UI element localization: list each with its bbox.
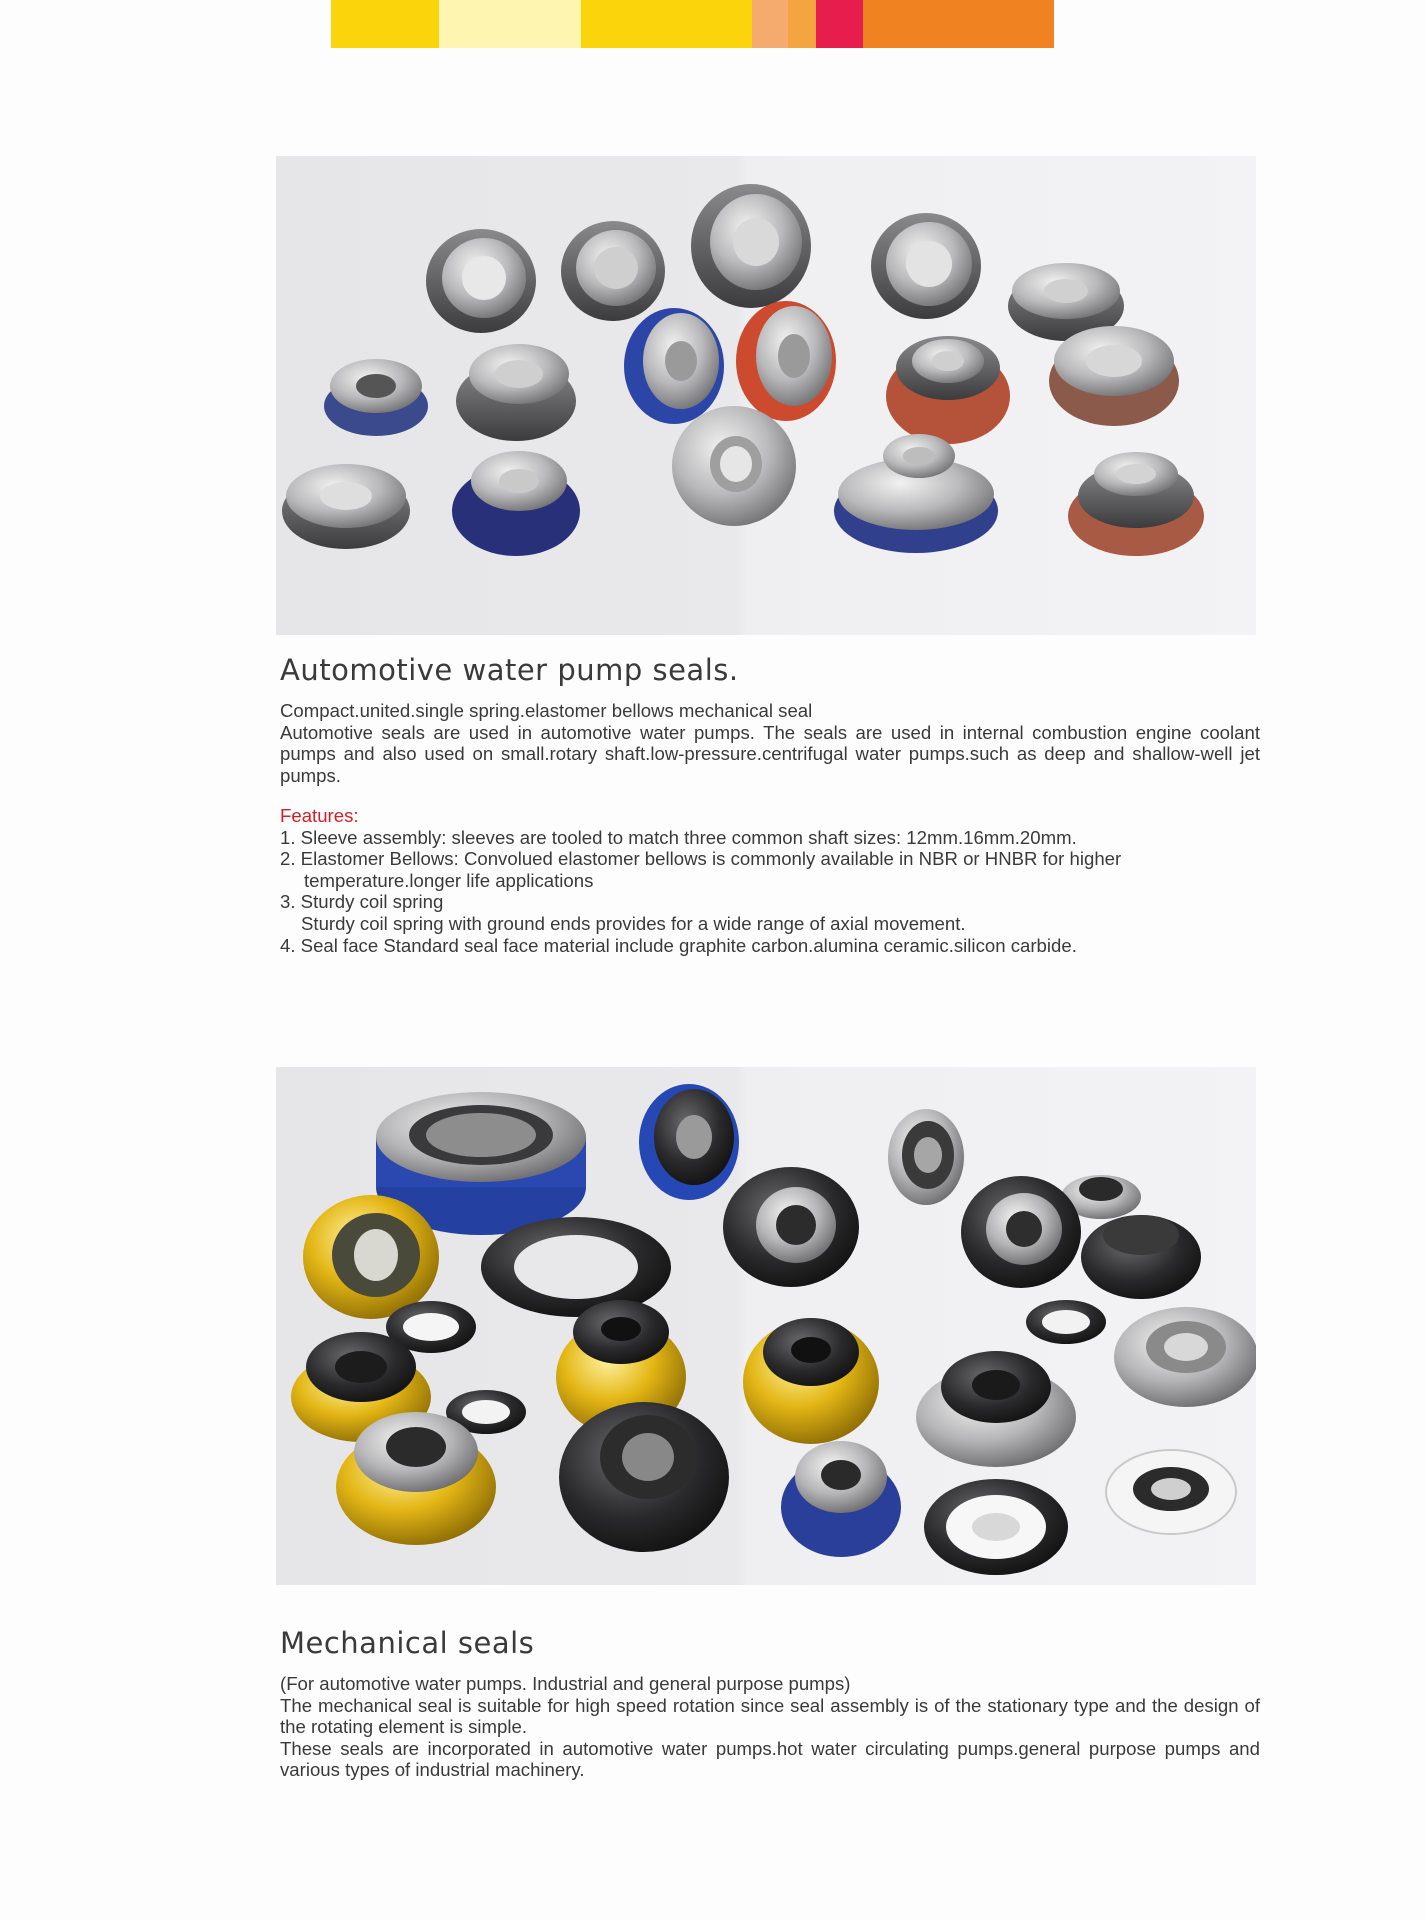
mechanical-seals-text [280, 1673, 1260, 1781]
seal [691, 184, 811, 308]
seal [924, 1479, 1068, 1575]
seal [1114, 1307, 1256, 1407]
seal [1049, 326, 1179, 426]
seal [1068, 452, 1204, 556]
seal [324, 359, 428, 436]
seal [723, 1167, 859, 1287]
band-segment [788, 0, 816, 48]
feature-item-continued: Sturdy coil spring with ground ends provides for a wide range of axial movement. [301, 912, 966, 934]
seal [672, 406, 796, 526]
feature-item: 1. Sleeve assembly: sleeves are tooled to match three common shaft sizes: 12mm.16mm.20mm. [280, 826, 1077, 848]
seal [916, 1351, 1076, 1467]
band-segment [581, 0, 752, 48]
seal [743, 1318, 879, 1444]
features-list [280, 805, 1260, 956]
feature-item: 4. Seal face Standard seal face material include graphite carbon.alumina ceramic.silicon carbide. [280, 934, 1077, 956]
seal [1106, 1450, 1236, 1534]
band-segment [439, 0, 581, 48]
seal [303, 1195, 439, 1319]
mechanical-seals-photo-art [276, 1067, 1256, 1585]
seal [282, 464, 410, 549]
seal [781, 1441, 901, 1557]
seal [1026, 1300, 1106, 1344]
seal [426, 229, 536, 333]
automotive-seals-photo [276, 156, 1256, 635]
band-segment [752, 0, 788, 48]
features-label: Features: [280, 805, 359, 826]
feature-item-continued: temperature.longer life applications [304, 869, 594, 891]
seal [736, 301, 836, 421]
paragraph: The mechanical seal is suitable for high speed rotation since seal assembly is of the stationary type and the design of the rotating element is simple. [280, 1694, 1260, 1738]
intro-paragraph: Automotive seals are used in automotive water pumps. The seals are used in internal combustion engine coolant pumps and also used on small.rotary shaft.low-pressure.centrifugal water pumps.such as deep and shallow-well jet pumps. [280, 721, 1260, 786]
band-segment [816, 0, 863, 48]
seal [639, 1084, 739, 1200]
seal [834, 434, 998, 553]
header-color-band [331, 0, 1054, 48]
section-title-mechanical-seals: Mechanical seals [280, 1626, 535, 1660]
band-segment [331, 0, 439, 48]
seal [561, 221, 665, 321]
paragraph: These seals are incorporated in automotive water pumps.hot water circulating pumps.general purpose pumps and various types of industrial machinery. [280, 1737, 1260, 1781]
automotive-seals-photo-art [276, 156, 1256, 635]
subtitle: (For automotive water pumps. Industrial and general purpose pumps) [280, 1673, 851, 1694]
seal [456, 344, 576, 441]
seal [481, 1217, 671, 1317]
seal [624, 308, 724, 424]
seal [1081, 1215, 1201, 1299]
intro-line: Compact.united.single spring.elastomer bellows mechanical seal [280, 700, 813, 721]
seal [961, 1176, 1081, 1288]
mechanical-seals-photo [276, 1067, 1256, 1585]
seal [888, 1109, 964, 1205]
automotive-seals-intro [280, 700, 1260, 786]
seal [452, 451, 580, 556]
seal [559, 1402, 729, 1552]
seal [886, 336, 1010, 444]
band-segment [863, 0, 1054, 48]
feature-item: 3. Sturdy coil spring [280, 891, 444, 913]
feature-item: 2. Elastomer Bellows: Convolued elastomer bellows is commonly available in NBR or HNBR for higher [280, 848, 1122, 870]
seal [871, 213, 981, 319]
section-title-automotive-seals: Automotive water pump seals. [280, 653, 739, 687]
